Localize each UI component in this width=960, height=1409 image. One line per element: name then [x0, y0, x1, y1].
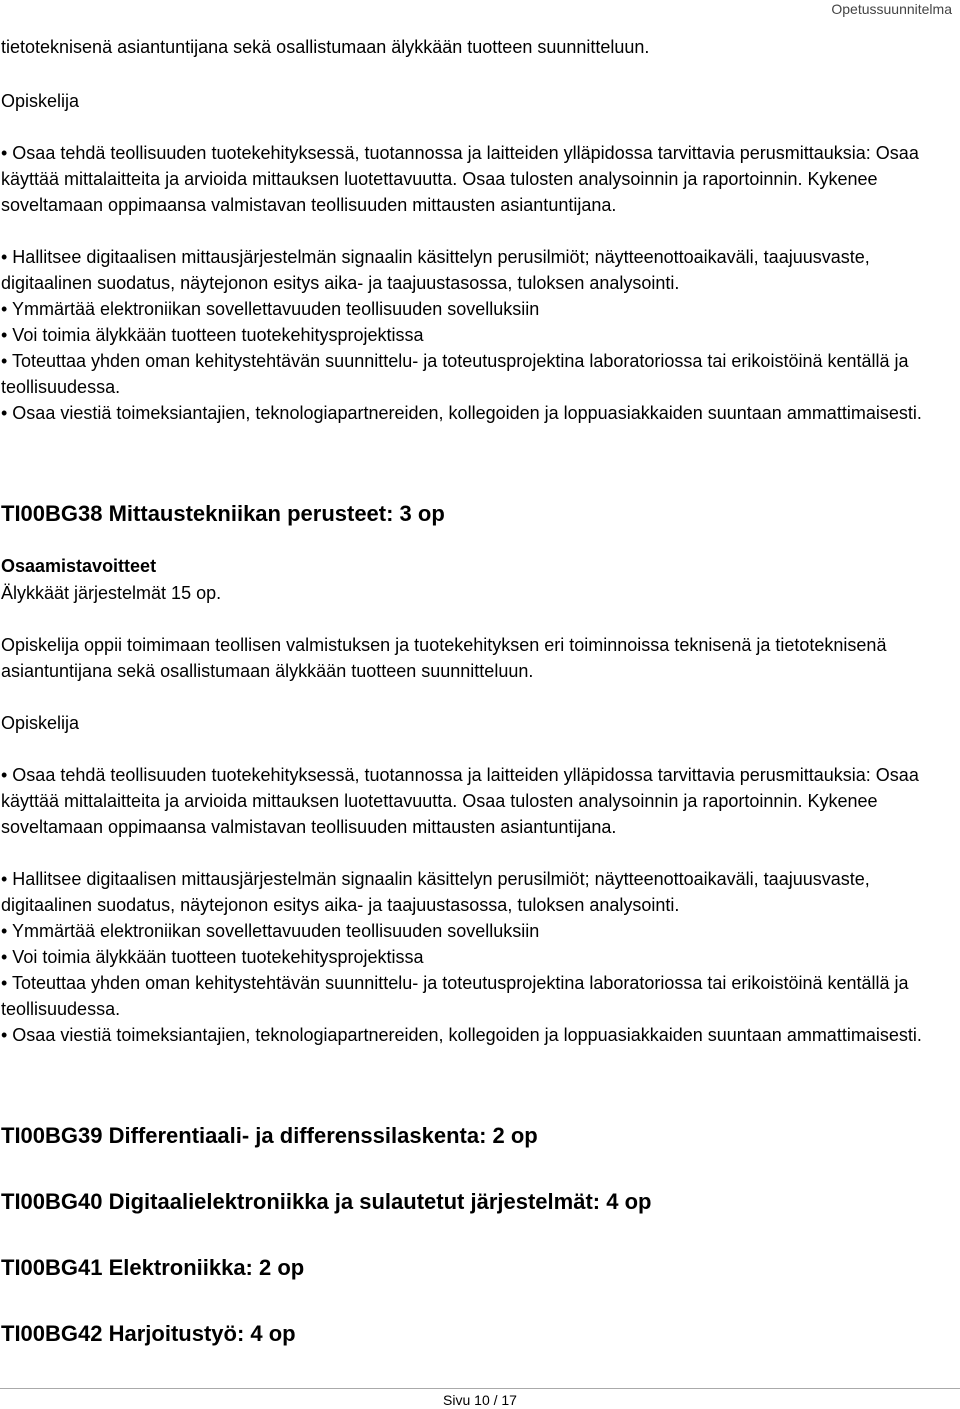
- page-number: Sivu 10 / 17: [443, 1392, 517, 1408]
- footer-divider: [0, 1388, 960, 1389]
- course-title: TI00BG39 Differentiaali- ja differenssilaskenta: 2 op: [1, 1123, 538, 1148]
- module-line: Älykkäät järjestelmät 15 op.: [1, 583, 222, 603]
- course-title: TI00BG40 Digitaalielektroniikka ja sulautetut järjestelmät: 4 op: [1, 1189, 652, 1214]
- outcome-bullet: • Osaa tehdä teollisuuden tuotekehityksessä, tuotannossa ja laitteiden ylläpidossa tarvittavia perusmittauksia: Osaa käyttää mittalaitteita ja arvioida mittauksen luotettavuutta. Osaa tulosten analysoinnin ja raportoinnin. Kykenee soveltamaan oppimaansa valmistavan teollisuuden mittausten asiantuntijana.: [1, 765, 919, 837]
- outcome-bullet: • Hallitsee digitaalisen mittausjärjestelmän signaalin käsittelyn perusilmiöt; näytteenottoaikaväli, taajuusvaste, digitaalinen suodatus, näytejonon esitys aika- ja taajuustasossa, tuloksen analysointi.: [1, 247, 870, 293]
- outcome-bullet: • Voi toimia älykkään tuotteen tuotekehitysprojektissa: [1, 947, 424, 967]
- outcome-bullet: • Osaa viestiä toimeksiantajien, teknologiapartnereiden, kollegoiden ja loppuasiakkaiden suuntaan ammattimaisesti.: [1, 403, 922, 423]
- student-label: Opiskelija: [1, 713, 80, 733]
- course-title: TI00BG41 Elektroniikka: 2 op: [1, 1255, 305, 1280]
- outcome-bullet: • Toteuttaa yhden oman kehitystehtävän suunnittelu- ja toteutusprojektina laboratoriossa tai erikoistöinä kentällä ja teollisuudessa.: [1, 351, 909, 397]
- outcome-bullet: • Osaa tehdä teollisuuden tuotekehityksessä, tuotannossa ja laitteiden ylläpidossa tarvittavia perusmittauksia: Osaa käyttää mittalaitteita ja arvioida mittauksen luotettavuutta. Osaa tulosten analysoinnin ja raportoinnin. Kykenee soveltamaan oppimaansa valmistavan teollisuuden mittausten asiantuntijana.: [1, 143, 919, 215]
- outcome-bullet: • Hallitsee digitaalisen mittausjärjestelmän signaalin käsittelyn perusilmiöt; näytteenottoaikaväli, taajuusvaste, digitaalinen suodatus, näytejonon esitys aika- ja taajuustasossa, tuloksen analysointi.: [1, 869, 870, 915]
- student-label: Opiskelija: [1, 91, 80, 111]
- course-title: TI00BG42 Harjoitustyö: 4 op: [1, 1321, 296, 1346]
- outcome-bullet: • Ymmärtää elektroniikan sovellettavuuden teollisuuden sovelluksiin: [1, 921, 540, 941]
- page-header-label: Opetussuunnitelma: [831, 1, 952, 17]
- outcome-bullet: • Ymmärtää elektroniikan sovellettavuuden teollisuuden sovelluksiin: [1, 299, 540, 319]
- outcome-bullet: • Voi toimia älykkään tuotteen tuotekehitysprojektissa: [1, 325, 424, 345]
- outcome-bullet: • Osaa viestiä toimeksiantajien, teknologiapartnereiden, kollegoiden ja loppuasiakkaiden suuntaan ammattimaisesti.: [1, 1025, 922, 1045]
- course-title: TI00BG38 Mittaustekniikan perusteet: 3 op: [1, 501, 445, 526]
- outcome-bullet: • Toteuttaa yhden oman kehitystehtävän suunnittelu- ja toteutusprojektina laboratoriossa tai erikoistöinä kentällä ja teollisuudessa.: [1, 973, 909, 1019]
- course-intro: Opiskelija oppii toimimaan teollisen valmistuksen ja tuotekehityksen eri toiminnoissa teknisenä ja tietoteknisenä asiantuntijana sekä osallistumaan älykkään tuotteen suunnitteluun.: [1, 635, 887, 681]
- outcomes-heading: Osaamistavoitteet: [1, 556, 157, 576]
- intro-continuation: tietoteknisenä asiantuntijana sekä osallistumaan älykkään tuotteen suunnitteluun.: [1, 37, 650, 57]
